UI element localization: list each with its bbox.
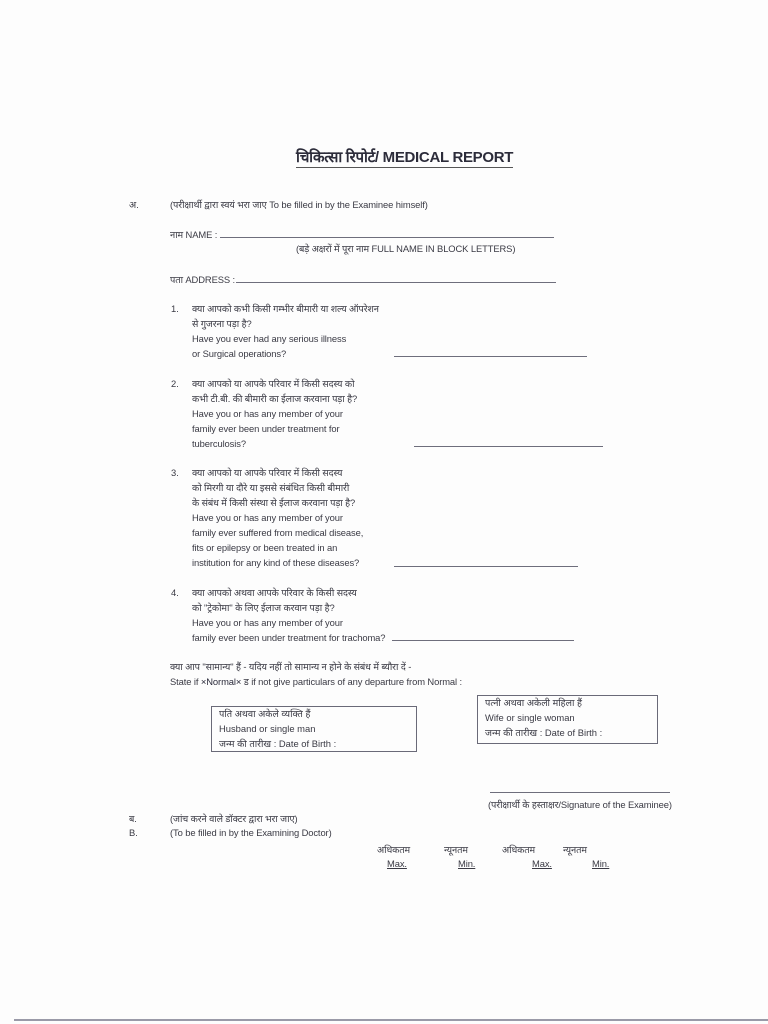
section-a-marker: अ. [129,199,139,210]
section-b-instruction-english: (To be filled in by the Examining Doctor) [170,827,332,838]
question-1-answer-line[interactable] [394,356,587,357]
question-line: क्या आपको या आपके परिवार में किसी सदस्य [192,467,343,478]
question-line: Have you or has any member of your [192,512,343,523]
section-b-instruction-hindi: (जांच करने वाले डॉक्टर द्वारा भरा जाए) [170,813,298,824]
normal-statement-prefix: State if [170,676,201,687]
section-a-instruction: (परीक्षार्थी द्वारा स्वयं भरा जाए To be filled in by the Examinee himself) [170,199,428,210]
wife-hindi: पत्नी अथवा अकेली महिला हैं [485,697,582,708]
husband-box [211,706,417,752]
wife-dob-label[interactable]: जन्म की तारीख : Date of Birth : [485,727,603,738]
question-3-text [192,465,363,570]
question-line: institution for any kind of these diseases? [192,557,360,568]
signature-label: (परीक्षार्थी के हस्ताक्षर/Signature of the Examinee) [488,799,672,810]
question-1-number: 1. [171,303,179,314]
question-4-answer-line[interactable] [392,640,574,641]
question-line: Have you ever had any serious illness [192,333,347,344]
question-line: family ever suffered from medical disease, [192,527,364,538]
husband-dob-label[interactable]: जन्म की तारीख : Date of Birth : [219,738,337,749]
question-line: fits or epilepsy or been treated in an [192,542,338,553]
question-line: Have you or has any member of your [192,617,343,628]
question-line: क्या आपको अथवा आपके परिवार के किसी सदस्य [192,587,357,598]
name-hint: (बड़े अक्षरों में पूरा नाम FULL NAME IN BLOCK LETTERS) [296,243,516,254]
min-header-english-2: Min. [592,858,610,869]
min-header-hindi-1: न्यूनतम [444,844,468,855]
max-header-english-1: Max. [387,858,407,869]
husband-hindi: पति अथवा अकेले व्यक्ति हैं [219,708,311,719]
min-header-english-1: Min. [458,858,476,869]
normal-statement-hindi: क्या आप "सामान्य" हैं - यदिय नहीं तो सामान्य न होने के संबंध में ब्यौरा दें - [170,661,412,672]
normal-statement-suffix: ड if not give particulars of any departure from Normal : [241,676,463,687]
question-2-answer-line[interactable] [414,446,603,447]
page-title: चिकित्सा रिपोर्ट/ MEDICAL REPORT [296,149,514,166]
name-label: नाम NAME : [170,229,218,240]
question-line: or Surgical operations? [192,348,287,359]
max-header-english-2: Max. [532,858,552,869]
wife-english: Wife or single woman [485,712,575,723]
wife-box [477,695,658,744]
name-input-line[interactable] [220,237,554,238]
question-4-text [192,585,385,645]
question-line: family ever been under treatment for [192,423,340,434]
question-line: Have you or has any member of your [192,408,343,419]
question-4-number: 4. [171,587,179,598]
signature-line[interactable] [490,792,670,793]
min-header-hindi-2: न्यूनतम [563,844,587,855]
question-line: से गुजरना पड़ा है? [192,318,252,329]
question-line: के संबंध में किसी संस्था से ईलाज करवाना पड़ा है? [192,497,356,508]
question-line: क्या आपको या आपके परिवार में किसी सदस्य को [192,378,355,389]
question-2-text [192,376,357,451]
question-1-text [192,301,379,361]
address-label: पता ADDRESS : [170,274,236,285]
question-line: को मिरगी या दौरे या इससे संबंधित किसी बीमारी [192,482,350,493]
section-b-marker-hindi: ब. [129,813,137,824]
question-2-number: 2. [171,378,179,389]
section-b-marker-english: B. [129,827,138,838]
husband-english: Husband or single man [219,723,316,734]
question-3-number: 3. [171,467,179,478]
page-bottom-rule [14,1019,768,1021]
question-line: कभी टी.बी. की बीमारी का ईलाज करवाना पड़ा है? [192,393,358,404]
question-3-answer-line[interactable] [394,566,578,567]
question-line: family ever been under treatment for trachoma? [192,632,386,643]
normal-statement-english [170,674,462,689]
address-input-line[interactable] [236,282,556,283]
question-line: को "ट्रेकोमा" के लिए ईलाज करवान पड़ा है? [192,602,335,613]
max-header-hindi-1: अधिकतम [377,844,411,855]
question-line: tuberculosis? [192,438,246,449]
question-line: क्या आपको कभी किसी गम्भीर बीमारी या शल्य ऑपरेशन [192,303,379,314]
normal-checkbox-marks[interactable]: ×Normal× [200,676,242,687]
max-header-hindi-2: अधिकतम [502,844,536,855]
